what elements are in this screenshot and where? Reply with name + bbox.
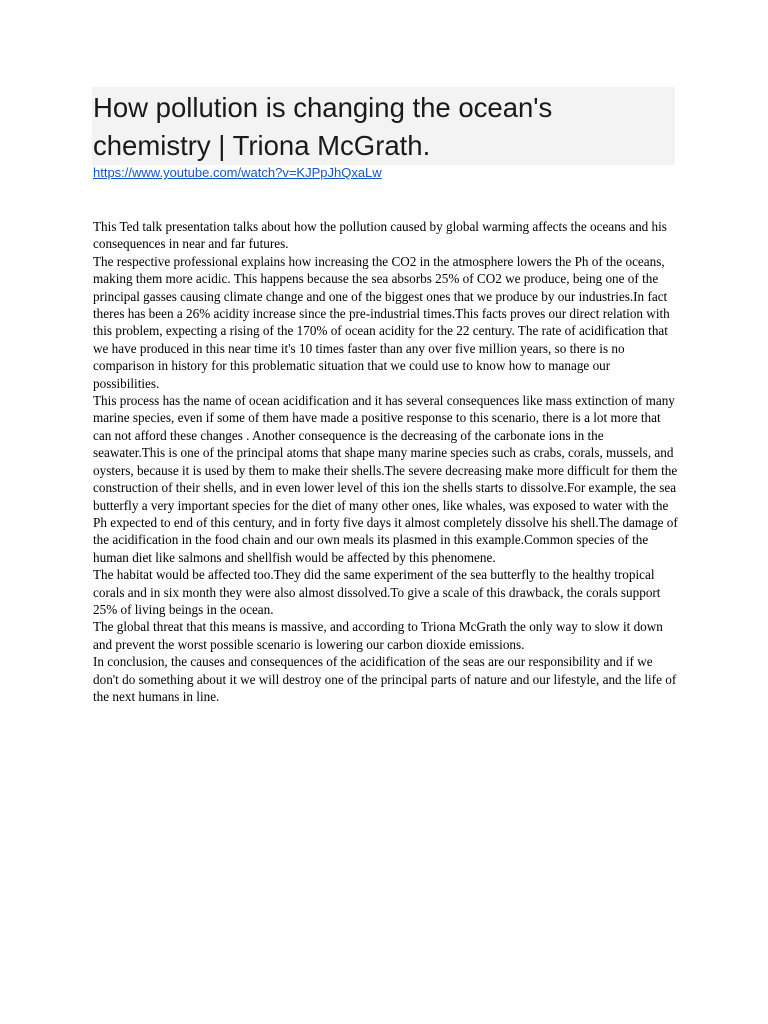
paragraph-2: The respective professional explains how increasing the CO2 in the atmosphere lowers the Ph of the oceans, making them more acidic. This happens because the sea absorbs 25% of CO2 we produce, being one of the principal gasses causing climate change and one of the biggest ones that we produce by our industries.In fact theres has been a 26% acidity increase since the pre-industrial times.This facts proves our direct relation with this problem, expecting a rising of the 170% of ocean acidity for the 22 century. The rate of acidification that we have produced in this near time it's 10 times faster than any over five million years, so there is no comparison in history for this problematic situation that we could use to know how to manage our possibilities. — [93, 253, 670, 391]
youtube-link[interactable]: https://www.youtube.com/watch?v=KJPpJhQxaLw — [93, 165, 382, 180]
paragraph-4: The habitat would be affected too.They did the same experiment of the sea butterfly to the healthy tropical corals and in six month they were also almost dissolved.To give a scale of this drawback, the corals support 25% of living beings in the ocean. — [93, 567, 661, 617]
paragraph-1: This Ted talk presentation talks about how the pollution caused by global warming affects the oceans and his consequences in near and far futures. — [93, 219, 667, 252]
title-line-1: How pollution is changing the ocean's — [93, 92, 553, 123]
document-title — [93, 87, 675, 165]
title-block — [92, 87, 675, 165]
title-line-2: chemistry | Triona McGrath. — [93, 130, 431, 161]
paragraph-5: The global threat that this means is massive, and according to Triona McGrath the only way to slow it down and prevent the worst possible scenario is lowering our carbon dioxide emissions. — [93, 619, 663, 652]
paragraph-6: In conclusion, the causes and consequences of the acidification of the seas are our responsibility and if we don't do something about it we will destroy one of the principal parts of nature and our lifestyle, and the life of the next humans in line. — [93, 654, 677, 704]
document-body — [93, 218, 679, 705]
paragraph-3: This process has the name of ocean acidification and it has several consequences like mass extinction of many marine species, even if some of them have made a positive response to this scenario, there is a lot more that can not afford these changes . Another consequence is the decreasing of the carbonate ions in the seawater.This is one of the principal atoms that shape many marine species such as crabs, corals, mussels, and oysters, because it is used by them to make their shells.The severe decreasing make more difficult for them the construction of their shells, and in even lower level of this ion the shells starts to dissolve.For example, the sea butterfly a very important species for the diet of many other ones, like whales, was exposed to water with the Ph expected to end of this century, and in forty five days it almost completely dissolve his shell.The damage of the acidification in the food chain and our own meals its plasmed in this example.Common species of the human diet like salmons and shellfish would be affected by this phenomene. — [93, 393, 678, 565]
document-page — [93, 87, 678, 705]
